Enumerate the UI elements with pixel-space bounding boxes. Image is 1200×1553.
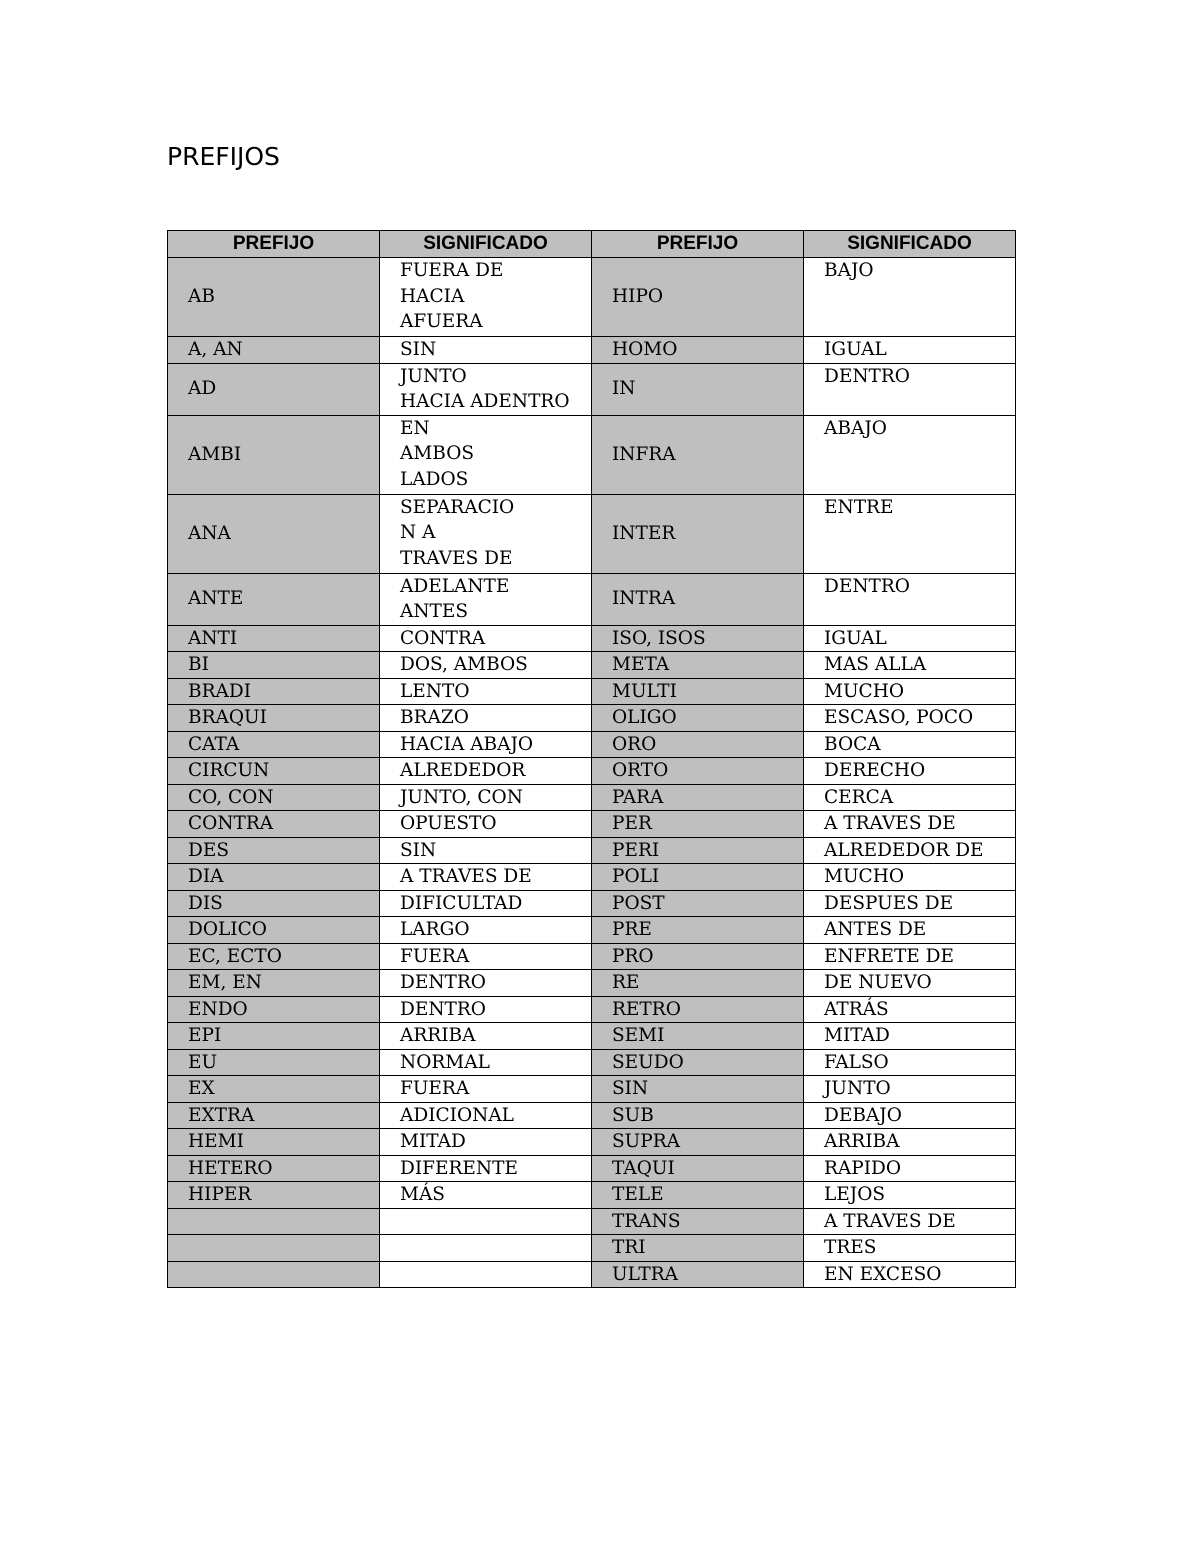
- prefix-cell: HIPER: [168, 1182, 380, 1209]
- prefix-cell: ENDO: [168, 996, 380, 1023]
- meaning-cell: DENTRO: [804, 363, 1016, 415]
- meaning-cell: ANTES DE: [804, 917, 1016, 944]
- prefix-cell: [168, 1208, 380, 1235]
- meaning-cell: DERECHO: [804, 758, 1016, 785]
- meaning-cell: IGUAL: [804, 337, 1016, 364]
- table-row: [168, 337, 1016, 364]
- prefix-cell: [168, 1261, 380, 1288]
- meaning-cell: ADICIONAL: [380, 1102, 592, 1129]
- prefix-cell: DOLICO: [168, 917, 380, 944]
- table-row: [168, 811, 1016, 838]
- meaning-cell: ALREDEDOR: [380, 758, 592, 785]
- meaning-cell: MITAD: [804, 1023, 1016, 1050]
- meaning-cell: ENTRE: [804, 494, 1016, 573]
- prefix-cell: EM, EN: [168, 970, 380, 997]
- meaning-cell: ALREDEDOR DE: [804, 837, 1016, 864]
- prefix-cell: TAQUI: [592, 1155, 804, 1182]
- meaning-cell: BOCA: [804, 731, 1016, 758]
- meaning-cell: MITAD: [380, 1129, 592, 1156]
- prefix-cell: ULTRA: [592, 1261, 804, 1288]
- meaning-cell: A TRAVES DE: [380, 864, 592, 891]
- table-row: [168, 1049, 1016, 1076]
- table-row: [168, 917, 1016, 944]
- meaning-cell: ESCASO, POCO: [804, 705, 1016, 732]
- meaning-cell: DIFICULTAD: [380, 890, 592, 917]
- prefix-cell: ANA: [168, 494, 380, 573]
- prefix-cell: AMBI: [168, 415, 380, 494]
- meaning-cell: TRES: [804, 1235, 1016, 1262]
- meaning-cell: RAPIDO: [804, 1155, 1016, 1182]
- meaning-cell: DENTRO: [380, 970, 592, 997]
- prefix-cell: INTRA: [592, 573, 804, 625]
- meaning-cell: DENTRO: [380, 996, 592, 1023]
- meaning-cell: [380, 1208, 592, 1235]
- meaning-cell: DEBAJO: [804, 1102, 1016, 1129]
- meaning-cell: [380, 1261, 592, 1288]
- header-meaning-2: SIGNIFICADO: [804, 231, 1016, 258]
- prefix-cell: POST: [592, 890, 804, 917]
- prefix-cell: OLIGO: [592, 705, 804, 732]
- table-row: [168, 890, 1016, 917]
- table-row: [168, 970, 1016, 997]
- meaning-cell: JUNTO HACIA ADENTRO: [380, 363, 592, 415]
- meaning-cell: DOS, AMBOS: [380, 652, 592, 679]
- prefix-cell: ORO: [592, 731, 804, 758]
- table-row: [168, 705, 1016, 732]
- meaning-cell: DIFERENTE: [380, 1155, 592, 1182]
- prefix-cell: HOMO: [592, 337, 804, 364]
- prefix-cell: SUB: [592, 1102, 804, 1129]
- table-row: [168, 1182, 1016, 1209]
- prefix-cell: POLI: [592, 864, 804, 891]
- prefix-cell: DES: [168, 837, 380, 864]
- prefix-cell: PRO: [592, 943, 804, 970]
- prefix-cell: INTER: [592, 494, 804, 573]
- meaning-cell: LARGO: [380, 917, 592, 944]
- meaning-cell: SIN: [380, 837, 592, 864]
- meaning-cell: FALSO: [804, 1049, 1016, 1076]
- prefix-cell: PRE: [592, 917, 804, 944]
- table-row: [168, 996, 1016, 1023]
- prefix-cell: A, AN: [168, 337, 380, 364]
- prefix-cell: BRADI: [168, 678, 380, 705]
- prefix-cell: ANTI: [168, 625, 380, 652]
- prefix-cell: META: [592, 652, 804, 679]
- prefix-cell: EPI: [168, 1023, 380, 1050]
- meaning-cell: JUNTO: [804, 1076, 1016, 1103]
- meaning-cell: OPUESTO: [380, 811, 592, 838]
- meaning-cell: MUCHO: [804, 864, 1016, 891]
- table-row: [168, 678, 1016, 705]
- meaning-cell: MÁS: [380, 1182, 592, 1209]
- meaning-cell: BAJO: [804, 258, 1016, 337]
- table-row: [168, 1129, 1016, 1156]
- prefix-cell: MULTI: [592, 678, 804, 705]
- prefix-cell: IN: [592, 363, 804, 415]
- table-row: [168, 731, 1016, 758]
- prefix-cell: CONTRA: [168, 811, 380, 838]
- table-row: [168, 1076, 1016, 1103]
- table-row: [168, 837, 1016, 864]
- table-row: [168, 784, 1016, 811]
- prefix-cell: BRAQUI: [168, 705, 380, 732]
- meaning-cell: ARRIBA: [380, 1023, 592, 1050]
- prefix-cell: PERI: [592, 837, 804, 864]
- table-row: [168, 573, 1016, 625]
- meaning-cell: EN EXCESO: [804, 1261, 1016, 1288]
- prefix-cell: DIS: [168, 890, 380, 917]
- prefix-cell: EC, ECTO: [168, 943, 380, 970]
- prefix-cell: INFRA: [592, 415, 804, 494]
- prefix-cell: ANTE: [168, 573, 380, 625]
- meaning-cell: ADELANTE ANTES: [380, 573, 592, 625]
- meaning-cell: SIN: [380, 337, 592, 364]
- table-row: [168, 258, 1016, 337]
- table-row: [168, 1261, 1016, 1288]
- table-row: [168, 943, 1016, 970]
- table-body: [168, 258, 1016, 1288]
- prefix-cell: EU: [168, 1049, 380, 1076]
- prefix-cell: RE: [592, 970, 804, 997]
- table-row: [168, 652, 1016, 679]
- prefix-cell: TRANS: [592, 1208, 804, 1235]
- prefix-cell: [168, 1235, 380, 1262]
- meaning-cell: IGUAL: [804, 625, 1016, 652]
- prefix-cell: HETERO: [168, 1155, 380, 1182]
- table-row: [168, 1155, 1016, 1182]
- meaning-cell: SEPARACIO N A TRAVES DE: [380, 494, 592, 573]
- meaning-cell: DE NUEVO: [804, 970, 1016, 997]
- meaning-cell: MAS ALLA: [804, 652, 1016, 679]
- prefix-cell: ISO, ISOS: [592, 625, 804, 652]
- prefix-cell: DIA: [168, 864, 380, 891]
- prefix-table: [167, 230, 1016, 1288]
- prefix-cell: CATA: [168, 731, 380, 758]
- prefix-cell: HIPO: [592, 258, 804, 337]
- table-row: [168, 864, 1016, 891]
- meaning-cell: FUERA: [380, 1076, 592, 1103]
- meaning-cell: [380, 1235, 592, 1262]
- prefix-cell: SEMI: [592, 1023, 804, 1050]
- prefix-cell: PER: [592, 811, 804, 838]
- prefix-cell: RETRO: [592, 996, 804, 1023]
- prefix-cell: AB: [168, 258, 380, 337]
- table-row: [168, 1208, 1016, 1235]
- prefix-cell: EX: [168, 1076, 380, 1103]
- prefix-cell: BI: [168, 652, 380, 679]
- table-row: [168, 1235, 1016, 1262]
- table-row: [168, 415, 1016, 494]
- meaning-cell: DESPUES DE: [804, 890, 1016, 917]
- meaning-cell: EN AMBOS LADOS: [380, 415, 592, 494]
- prefix-cell: SEUDO: [592, 1049, 804, 1076]
- meaning-cell: MUCHO: [804, 678, 1016, 705]
- table-row: [168, 1102, 1016, 1129]
- meaning-cell: CERCA: [804, 784, 1016, 811]
- header-prefix-1: PREFIJO: [168, 231, 380, 258]
- prefix-cell: EXTRA: [168, 1102, 380, 1129]
- prefix-cell: CIRCUN: [168, 758, 380, 785]
- prefix-cell: AD: [168, 363, 380, 415]
- meaning-cell: A TRAVES DE: [804, 811, 1016, 838]
- meaning-cell: NORMAL: [380, 1049, 592, 1076]
- prefix-cell: HEMI: [168, 1129, 380, 1156]
- header-prefix-2: PREFIJO: [592, 231, 804, 258]
- meaning-cell: LENTO: [380, 678, 592, 705]
- meaning-cell: JUNTO, CON: [380, 784, 592, 811]
- meaning-cell: LEJOS: [804, 1182, 1016, 1209]
- meaning-cell: FUERA: [380, 943, 592, 970]
- prefix-cell: PARA: [592, 784, 804, 811]
- meaning-cell: A TRAVES DE: [804, 1208, 1016, 1235]
- prefix-cell: TELE: [592, 1182, 804, 1209]
- prefix-cell: TRI: [592, 1235, 804, 1262]
- page-title: PREFIJOS: [167, 142, 280, 171]
- prefix-cell: ORTO: [592, 758, 804, 785]
- table-row: [168, 494, 1016, 573]
- meaning-cell: HACIA ABAJO: [380, 731, 592, 758]
- meaning-cell: ATRÁS: [804, 996, 1016, 1023]
- meaning-cell: ABAJO: [804, 415, 1016, 494]
- meaning-cell: BRAZO: [380, 705, 592, 732]
- meaning-cell: DENTRO: [804, 573, 1016, 625]
- header-row: [168, 231, 1016, 258]
- meaning-cell: CONTRA: [380, 625, 592, 652]
- prefix-cell: SUPRA: [592, 1129, 804, 1156]
- header-meaning-1: SIGNIFICADO: [380, 231, 592, 258]
- meaning-cell: ENFRETE DE: [804, 943, 1016, 970]
- table-row: [168, 363, 1016, 415]
- prefix-cell: SIN: [592, 1076, 804, 1103]
- meaning-cell: FUERA DE HACIA AFUERA: [380, 258, 592, 337]
- table-row: [168, 625, 1016, 652]
- meaning-cell: ARRIBA: [804, 1129, 1016, 1156]
- prefix-cell: CO, CON: [168, 784, 380, 811]
- table-row: [168, 758, 1016, 785]
- table-row: [168, 1023, 1016, 1050]
- table-header: [168, 231, 1016, 258]
